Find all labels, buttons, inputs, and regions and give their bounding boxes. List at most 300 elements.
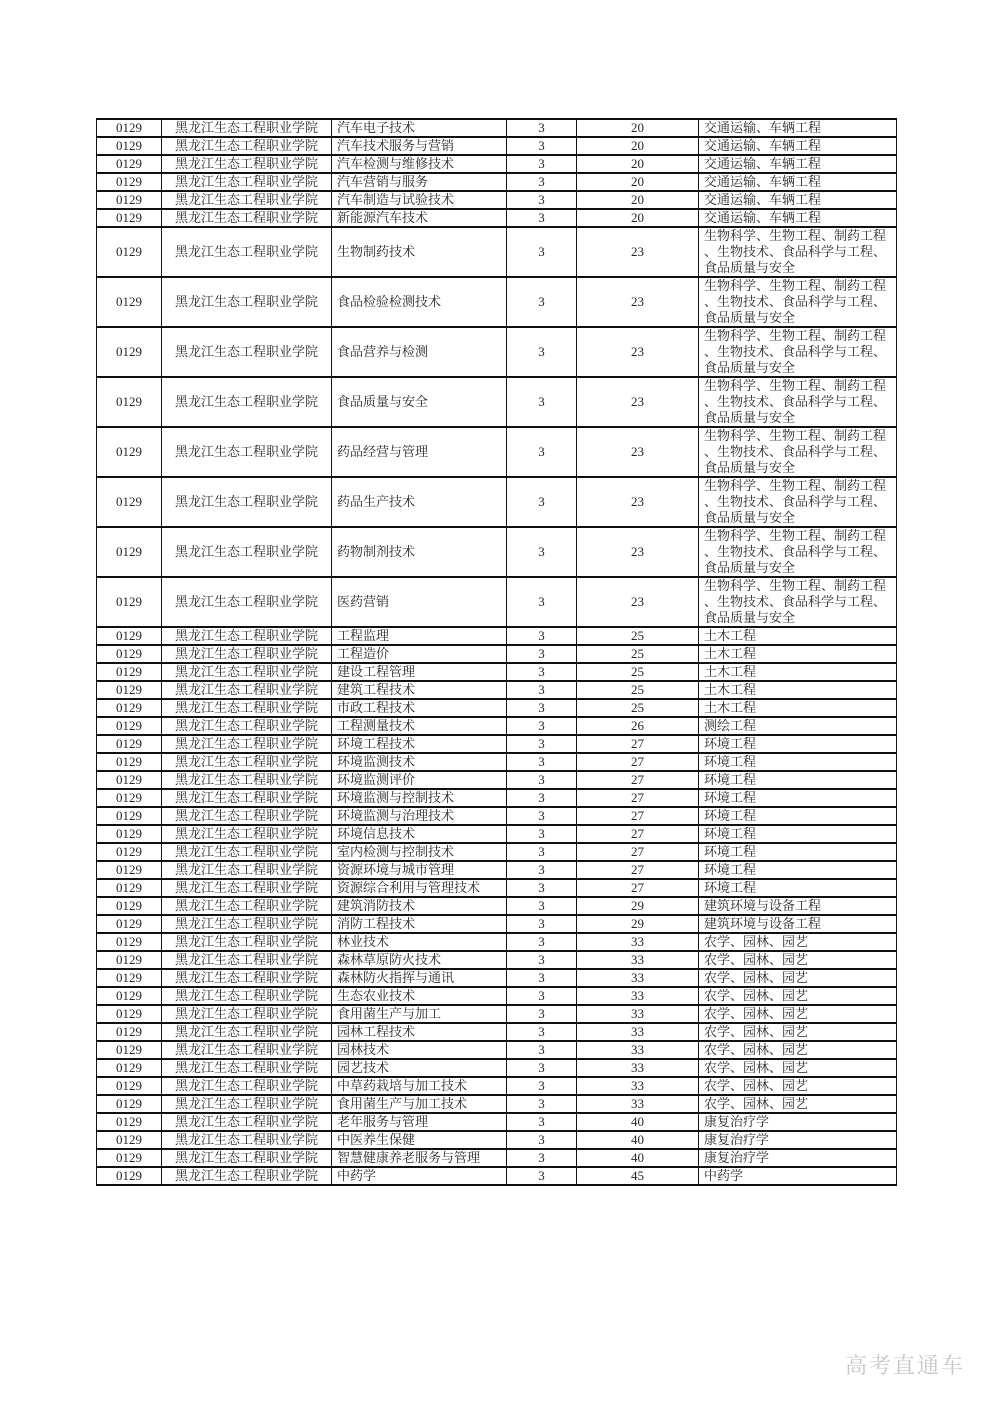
cell-fields: 中药学	[699, 1167, 897, 1185]
cell-count: 40	[577, 1113, 699, 1131]
cell-fields: 交通运输、车辆工程	[699, 173, 897, 191]
cell-major: 环境监测技术	[332, 753, 507, 771]
cell-duration: 3	[507, 1005, 577, 1023]
cell-duration: 3	[507, 327, 577, 377]
cell-school: 黑龙江生态工程职业学院	[162, 825, 332, 843]
cell-fields: 康复治疗学	[699, 1113, 897, 1131]
cell-school: 黑龙江生态工程职业学院	[162, 227, 332, 277]
cell-fields: 环境工程	[699, 843, 897, 861]
cell-count: 27	[577, 807, 699, 825]
cell-count: 25	[577, 627, 699, 645]
cell-fields: 环境工程	[699, 825, 897, 843]
cell-duration: 3	[507, 427, 577, 477]
cell-count: 40	[577, 1149, 699, 1167]
cell-fields: 环境工程	[699, 789, 897, 807]
cell-code: 0129	[97, 987, 162, 1005]
table-row	[97, 879, 897, 897]
cell-major: 建筑工程技术	[332, 681, 507, 699]
table-row	[97, 951, 897, 969]
cell-code: 0129	[97, 681, 162, 699]
cell-count: 20	[577, 119, 699, 137]
cell-major: 消防工程技术	[332, 915, 507, 933]
cell-count: 33	[577, 1059, 699, 1077]
watermark: 高考直通车	[844, 1353, 965, 1378]
cell-major: 市政工程技术	[332, 699, 507, 717]
cell-school: 黑龙江生态工程职业学院	[162, 209, 332, 227]
cell-code: 0129	[97, 1149, 162, 1167]
table-body	[97, 119, 897, 1185]
cell-duration: 3	[507, 663, 577, 681]
cell-school: 黑龙江生态工程职业学院	[162, 987, 332, 1005]
cell-school: 黑龙江生态工程职业学院	[162, 663, 332, 681]
cell-count: 23	[577, 227, 699, 277]
cell-fields: 测绘工程	[699, 717, 897, 735]
cell-duration: 3	[507, 1059, 577, 1077]
cell-duration: 3	[507, 191, 577, 209]
table-row	[97, 1149, 897, 1167]
cell-school: 黑龙江生态工程职业学院	[162, 1041, 332, 1059]
cell-major: 建设工程管理	[332, 663, 507, 681]
cell-fields: 生物科学、生物工程、制药工程、生物技术、食品科学与工程、食品质量与安全	[699, 577, 897, 627]
cell-code: 0129	[97, 1095, 162, 1113]
table-row	[97, 987, 897, 1005]
cell-fields: 土木工程	[699, 681, 897, 699]
cell-duration: 3	[507, 227, 577, 277]
cell-duration: 3	[507, 527, 577, 577]
cell-fields: 环境工程	[699, 879, 897, 897]
table-row	[97, 327, 897, 377]
cell-code: 0129	[97, 119, 162, 137]
cell-code: 0129	[97, 645, 162, 663]
cell-count: 27	[577, 825, 699, 843]
cell-major: 药物制剂技术	[332, 527, 507, 577]
cell-duration: 3	[507, 1095, 577, 1113]
cell-fields: 建筑环境与设备工程	[699, 897, 897, 915]
cell-code: 0129	[97, 789, 162, 807]
cell-duration: 3	[507, 951, 577, 969]
cell-school: 黑龙江生态工程职业学院	[162, 897, 332, 915]
cell-fields: 农学、园林、园艺	[699, 1059, 897, 1077]
cell-count: 27	[577, 753, 699, 771]
cell-duration: 3	[507, 577, 577, 627]
cell-fields: 农学、园林、园艺	[699, 933, 897, 951]
cell-code: 0129	[97, 717, 162, 735]
cell-count: 23	[577, 577, 699, 627]
cell-count: 23	[577, 427, 699, 477]
cell-fields: 环境工程	[699, 807, 897, 825]
cell-school: 黑龙江生态工程职业学院	[162, 577, 332, 627]
table-row	[97, 1095, 897, 1113]
cell-school: 黑龙江生态工程职业学院	[162, 753, 332, 771]
cell-duration: 3	[507, 645, 577, 663]
cell-duration: 3	[507, 753, 577, 771]
cell-duration: 3	[507, 681, 577, 699]
cell-duration: 3	[507, 771, 577, 789]
table-row	[97, 699, 897, 717]
cell-duration: 3	[507, 969, 577, 987]
cell-major: 环境工程技术	[332, 735, 507, 753]
cell-duration: 3	[507, 137, 577, 155]
cell-code: 0129	[97, 969, 162, 987]
cell-school: 黑龙江生态工程职业学院	[162, 1095, 332, 1113]
cell-count: 27	[577, 735, 699, 753]
cell-fields: 生物科学、生物工程、制药工程、生物技术、食品科学与工程、食品质量与安全	[699, 327, 897, 377]
cell-major: 园艺技术	[332, 1059, 507, 1077]
table-row	[97, 735, 897, 753]
table-row	[97, 209, 897, 227]
cell-major: 环境监测与治理技术	[332, 807, 507, 825]
table-row	[97, 527, 897, 577]
cell-school: 黑龙江生态工程职业学院	[162, 1149, 332, 1167]
cell-code: 0129	[97, 477, 162, 527]
cell-fields: 生物科学、生物工程、制药工程、生物技术、食品科学与工程、食品质量与安全	[699, 277, 897, 327]
cell-school: 黑龙江生态工程职业学院	[162, 807, 332, 825]
cell-code: 0129	[97, 327, 162, 377]
cell-count: 25	[577, 663, 699, 681]
cell-duration: 3	[507, 209, 577, 227]
cell-fields: 土木工程	[699, 663, 897, 681]
cell-major: 汽车电子技术	[332, 119, 507, 137]
cell-duration: 3	[507, 1113, 577, 1131]
cell-fields: 生物科学、生物工程、制药工程、生物技术、食品科学与工程、食品质量与安全	[699, 377, 897, 427]
cell-code: 0129	[97, 735, 162, 753]
cell-fields: 土木工程	[699, 699, 897, 717]
cell-fields: 交通运输、车辆工程	[699, 119, 897, 137]
cell-school: 黑龙江生态工程职业学院	[162, 1059, 332, 1077]
table-row	[97, 577, 897, 627]
cell-school: 黑龙江生态工程职业学院	[162, 1131, 332, 1149]
table-row	[97, 627, 897, 645]
cell-duration: 3	[507, 1167, 577, 1185]
cell-major: 中药学	[332, 1167, 507, 1185]
cell-school: 黑龙江生态工程职业学院	[162, 377, 332, 427]
table-row	[97, 789, 897, 807]
cell-fields: 交通运输、车辆工程	[699, 155, 897, 173]
cell-code: 0129	[97, 427, 162, 477]
cell-fields: 土木工程	[699, 645, 897, 663]
cell-code: 0129	[97, 577, 162, 627]
cell-school: 黑龙江生态工程职业学院	[162, 699, 332, 717]
cell-fields: 环境工程	[699, 861, 897, 879]
table-row	[97, 277, 897, 327]
cell-code: 0129	[97, 897, 162, 915]
cell-duration: 3	[507, 1041, 577, 1059]
table-row	[97, 807, 897, 825]
cell-duration: 3	[507, 807, 577, 825]
cell-school: 黑龙江生态工程职业学院	[162, 969, 332, 987]
cell-fields: 环境工程	[699, 771, 897, 789]
cell-major: 建筑消防技术	[332, 897, 507, 915]
cell-duration: 3	[507, 825, 577, 843]
cell-code: 0129	[97, 277, 162, 327]
cell-code: 0129	[97, 879, 162, 897]
cell-code: 0129	[97, 663, 162, 681]
cell-school: 黑龙江生态工程职业学院	[162, 173, 332, 191]
table-row	[97, 1059, 897, 1077]
cell-count: 23	[577, 277, 699, 327]
table-row	[97, 771, 897, 789]
cell-school: 黑龙江生态工程职业学院	[162, 879, 332, 897]
cell-duration: 3	[507, 861, 577, 879]
cell-count: 33	[577, 1005, 699, 1023]
cell-school: 黑龙江生态工程职业学院	[162, 119, 332, 137]
cell-fields: 农学、园林、园艺	[699, 1077, 897, 1095]
cell-code: 0129	[97, 843, 162, 861]
cell-code: 0129	[97, 753, 162, 771]
cell-code: 0129	[97, 209, 162, 227]
cell-count: 33	[577, 987, 699, 1005]
cell-fields: 生物科学、生物工程、制药工程、生物技术、食品科学与工程、食品质量与安全	[699, 427, 897, 477]
cell-count: 33	[577, 1077, 699, 1095]
cell-count: 45	[577, 1167, 699, 1185]
cell-major: 生态农业技术	[332, 987, 507, 1005]
cell-major: 资源综合利用与管理技术	[332, 879, 507, 897]
cell-school: 黑龙江生态工程职业学院	[162, 735, 332, 753]
cell-school: 黑龙江生态工程职业学院	[162, 789, 332, 807]
cell-school: 黑龙江生态工程职业学院	[162, 861, 332, 879]
cell-count: 33	[577, 1095, 699, 1113]
cell-major: 汽车检测与维修技术	[332, 155, 507, 173]
table-row	[97, 933, 897, 951]
cell-school: 黑龙江生态工程职业学院	[162, 1023, 332, 1041]
cell-count: 27	[577, 789, 699, 807]
cell-count: 25	[577, 699, 699, 717]
cell-fields: 环境工程	[699, 735, 897, 753]
cell-duration: 3	[507, 627, 577, 645]
cell-code: 0129	[97, 1131, 162, 1149]
cell-count: 29	[577, 915, 699, 933]
table-row	[97, 427, 897, 477]
cell-school: 黑龙江生态工程职业学院	[162, 477, 332, 527]
cell-code: 0129	[97, 1077, 162, 1095]
cell-code: 0129	[97, 377, 162, 427]
cell-count: 27	[577, 879, 699, 897]
cell-fields: 交通运输、车辆工程	[699, 209, 897, 227]
cell-duration: 3	[507, 717, 577, 735]
cell-major: 食品检验检测技术	[332, 277, 507, 327]
cell-major: 园林工程技术	[332, 1023, 507, 1041]
cell-school: 黑龙江生态工程职业学院	[162, 951, 332, 969]
cell-count: 20	[577, 209, 699, 227]
cell-major: 环境监测与控制技术	[332, 789, 507, 807]
cell-duration: 3	[507, 843, 577, 861]
cell-major: 园林技术	[332, 1041, 507, 1059]
cell-school: 黑龙江生态工程职业学院	[162, 137, 332, 155]
cell-major: 室内检测与控制技术	[332, 843, 507, 861]
table-row	[97, 1167, 897, 1185]
cell-code: 0129	[97, 527, 162, 577]
cell-duration: 3	[507, 933, 577, 951]
cell-count: 33	[577, 1023, 699, 1041]
cell-major: 生物制药技术	[332, 227, 507, 277]
table-row	[97, 897, 897, 915]
cell-fields: 生物科学、生物工程、制药工程、生物技术、食品科学与工程、食品质量与安全	[699, 527, 897, 577]
cell-code: 0129	[97, 1023, 162, 1041]
cell-major: 食用菌生产与加工	[332, 1005, 507, 1023]
cell-fields: 农学、园林、园艺	[699, 951, 897, 969]
cell-duration: 3	[507, 735, 577, 753]
cell-school: 黑龙江生态工程职业学院	[162, 155, 332, 173]
cell-code: 0129	[97, 825, 162, 843]
table-row	[97, 1077, 897, 1095]
cell-fields: 农学、园林、园艺	[699, 969, 897, 987]
table-row	[97, 155, 897, 173]
cell-fields: 建筑环境与设备工程	[699, 915, 897, 933]
cell-major: 食品营养与检测	[332, 327, 507, 377]
cell-duration: 3	[507, 1023, 577, 1041]
cell-code: 0129	[97, 915, 162, 933]
table-row	[97, 663, 897, 681]
cell-code: 0129	[97, 1041, 162, 1059]
table-row	[97, 173, 897, 191]
cell-fields: 交通运输、车辆工程	[699, 137, 897, 155]
cell-fields: 农学、园林、园艺	[699, 1023, 897, 1041]
cell-count: 27	[577, 861, 699, 879]
cell-code: 0129	[97, 227, 162, 277]
cell-major: 汽车营销与服务	[332, 173, 507, 191]
cell-code: 0129	[97, 1059, 162, 1077]
cell-code: 0129	[97, 807, 162, 825]
cell-school: 黑龙江生态工程职业学院	[162, 191, 332, 209]
programs-table	[96, 118, 897, 1186]
table-row	[97, 191, 897, 209]
cell-major: 林业技术	[332, 933, 507, 951]
cell-duration: 3	[507, 1131, 577, 1149]
cell-duration: 3	[507, 119, 577, 137]
cell-major: 汽车制造与试验技术	[332, 191, 507, 209]
cell-major: 中草药栽培与加工技术	[332, 1077, 507, 1095]
cell-major: 工程测量技术	[332, 717, 507, 735]
cell-school: 黑龙江生态工程职业学院	[162, 843, 332, 861]
cell-count: 33	[577, 1041, 699, 1059]
cell-count: 23	[577, 377, 699, 427]
table-row	[97, 717, 897, 735]
cell-count: 25	[577, 645, 699, 663]
cell-school: 黑龙江生态工程职业学院	[162, 915, 332, 933]
cell-fields: 环境工程	[699, 753, 897, 771]
cell-count: 20	[577, 173, 699, 191]
cell-major: 中医养生保健	[332, 1131, 507, 1149]
cell-duration: 3	[507, 1077, 577, 1095]
table-row	[97, 915, 897, 933]
cell-count: 27	[577, 843, 699, 861]
cell-fields: 交通运输、车辆工程	[699, 191, 897, 209]
table-row	[97, 377, 897, 427]
cell-major: 医药营销	[332, 577, 507, 627]
cell-count: 40	[577, 1131, 699, 1149]
cell-major: 工程监理	[332, 627, 507, 645]
table-row	[97, 861, 897, 879]
cell-major: 环境监测评价	[332, 771, 507, 789]
cell-duration: 3	[507, 377, 577, 427]
table-row	[97, 681, 897, 699]
cell-school: 黑龙江生态工程职业学院	[162, 327, 332, 377]
table-row	[97, 969, 897, 987]
cell-school: 黑龙江生态工程职业学院	[162, 1077, 332, 1095]
cell-duration: 3	[507, 155, 577, 173]
cell-fields: 康复治疗学	[699, 1131, 897, 1149]
cell-school: 黑龙江生态工程职业学院	[162, 1167, 332, 1185]
cell-fields: 生物科学、生物工程、制药工程、生物技术、食品科学与工程、食品质量与安全	[699, 227, 897, 277]
table-row	[97, 1005, 897, 1023]
cell-school: 黑龙江生态工程职业学院	[162, 933, 332, 951]
cell-count: 23	[577, 327, 699, 377]
cell-fields: 农学、园林、园艺	[699, 1041, 897, 1059]
cell-duration: 3	[507, 1149, 577, 1167]
cell-fields: 农学、园林、园艺	[699, 1005, 897, 1023]
cell-major: 食品质量与安全	[332, 377, 507, 427]
cell-major: 资源环境与城市管理	[332, 861, 507, 879]
cell-code: 0129	[97, 173, 162, 191]
cell-school: 黑龙江生态工程职业学院	[162, 627, 332, 645]
table-row	[97, 825, 897, 843]
table-row	[97, 1131, 897, 1149]
cell-school: 黑龙江生态工程职业学院	[162, 771, 332, 789]
table-row	[97, 1041, 897, 1059]
cell-duration: 3	[507, 277, 577, 327]
cell-code: 0129	[97, 951, 162, 969]
cell-code: 0129	[97, 771, 162, 789]
cell-count: 20	[577, 155, 699, 173]
cell-major: 药品经营与管理	[332, 427, 507, 477]
cell-major: 新能源汽车技术	[332, 209, 507, 227]
table-row	[97, 645, 897, 663]
cell-duration: 3	[507, 915, 577, 933]
cell-code: 0129	[97, 191, 162, 209]
cell-duration: 3	[507, 897, 577, 915]
cell-fields: 农学、园林、园艺	[699, 987, 897, 1005]
cell-duration: 3	[507, 789, 577, 807]
cell-school: 黑龙江生态工程职业学院	[162, 1113, 332, 1131]
cell-major: 工程造价	[332, 645, 507, 663]
cell-fields: 生物科学、生物工程、制药工程、生物技术、食品科学与工程、食品质量与安全	[699, 477, 897, 527]
cell-count: 25	[577, 681, 699, 699]
cell-code: 0129	[97, 1005, 162, 1023]
cell-count: 23	[577, 527, 699, 577]
table-row	[97, 753, 897, 771]
table-row	[97, 119, 897, 137]
cell-fields: 康复治疗学	[699, 1149, 897, 1167]
cell-count: 33	[577, 951, 699, 969]
cell-code: 0129	[97, 1167, 162, 1185]
cell-major: 老年服务与管理	[332, 1113, 507, 1131]
cell-duration: 3	[507, 477, 577, 527]
cell-major: 食用菌生产与加工技术	[332, 1095, 507, 1113]
cell-code: 0129	[97, 699, 162, 717]
cell-major: 森林草原防火技术	[332, 951, 507, 969]
cell-duration: 3	[507, 879, 577, 897]
cell-duration: 3	[507, 987, 577, 1005]
cell-school: 黑龙江生态工程职业学院	[162, 427, 332, 477]
cell-count: 29	[577, 897, 699, 915]
cell-school: 黑龙江生态工程职业学院	[162, 527, 332, 577]
table-row	[97, 843, 897, 861]
cell-school: 黑龙江生态工程职业学院	[162, 645, 332, 663]
cell-duration: 3	[507, 173, 577, 191]
cell-code: 0129	[97, 627, 162, 645]
cell-school: 黑龙江生态工程职业学院	[162, 681, 332, 699]
cell-duration: 3	[507, 699, 577, 717]
cell-code: 0129	[97, 1113, 162, 1131]
cell-count: 33	[577, 969, 699, 987]
table-row	[97, 227, 897, 277]
cell-major: 智慧健康养老服务与管理	[332, 1149, 507, 1167]
cell-count: 20	[577, 137, 699, 155]
cell-count: 33	[577, 933, 699, 951]
table-row	[97, 477, 897, 527]
cell-count: 23	[577, 477, 699, 527]
cell-fields: 农学、园林、园艺	[699, 1095, 897, 1113]
